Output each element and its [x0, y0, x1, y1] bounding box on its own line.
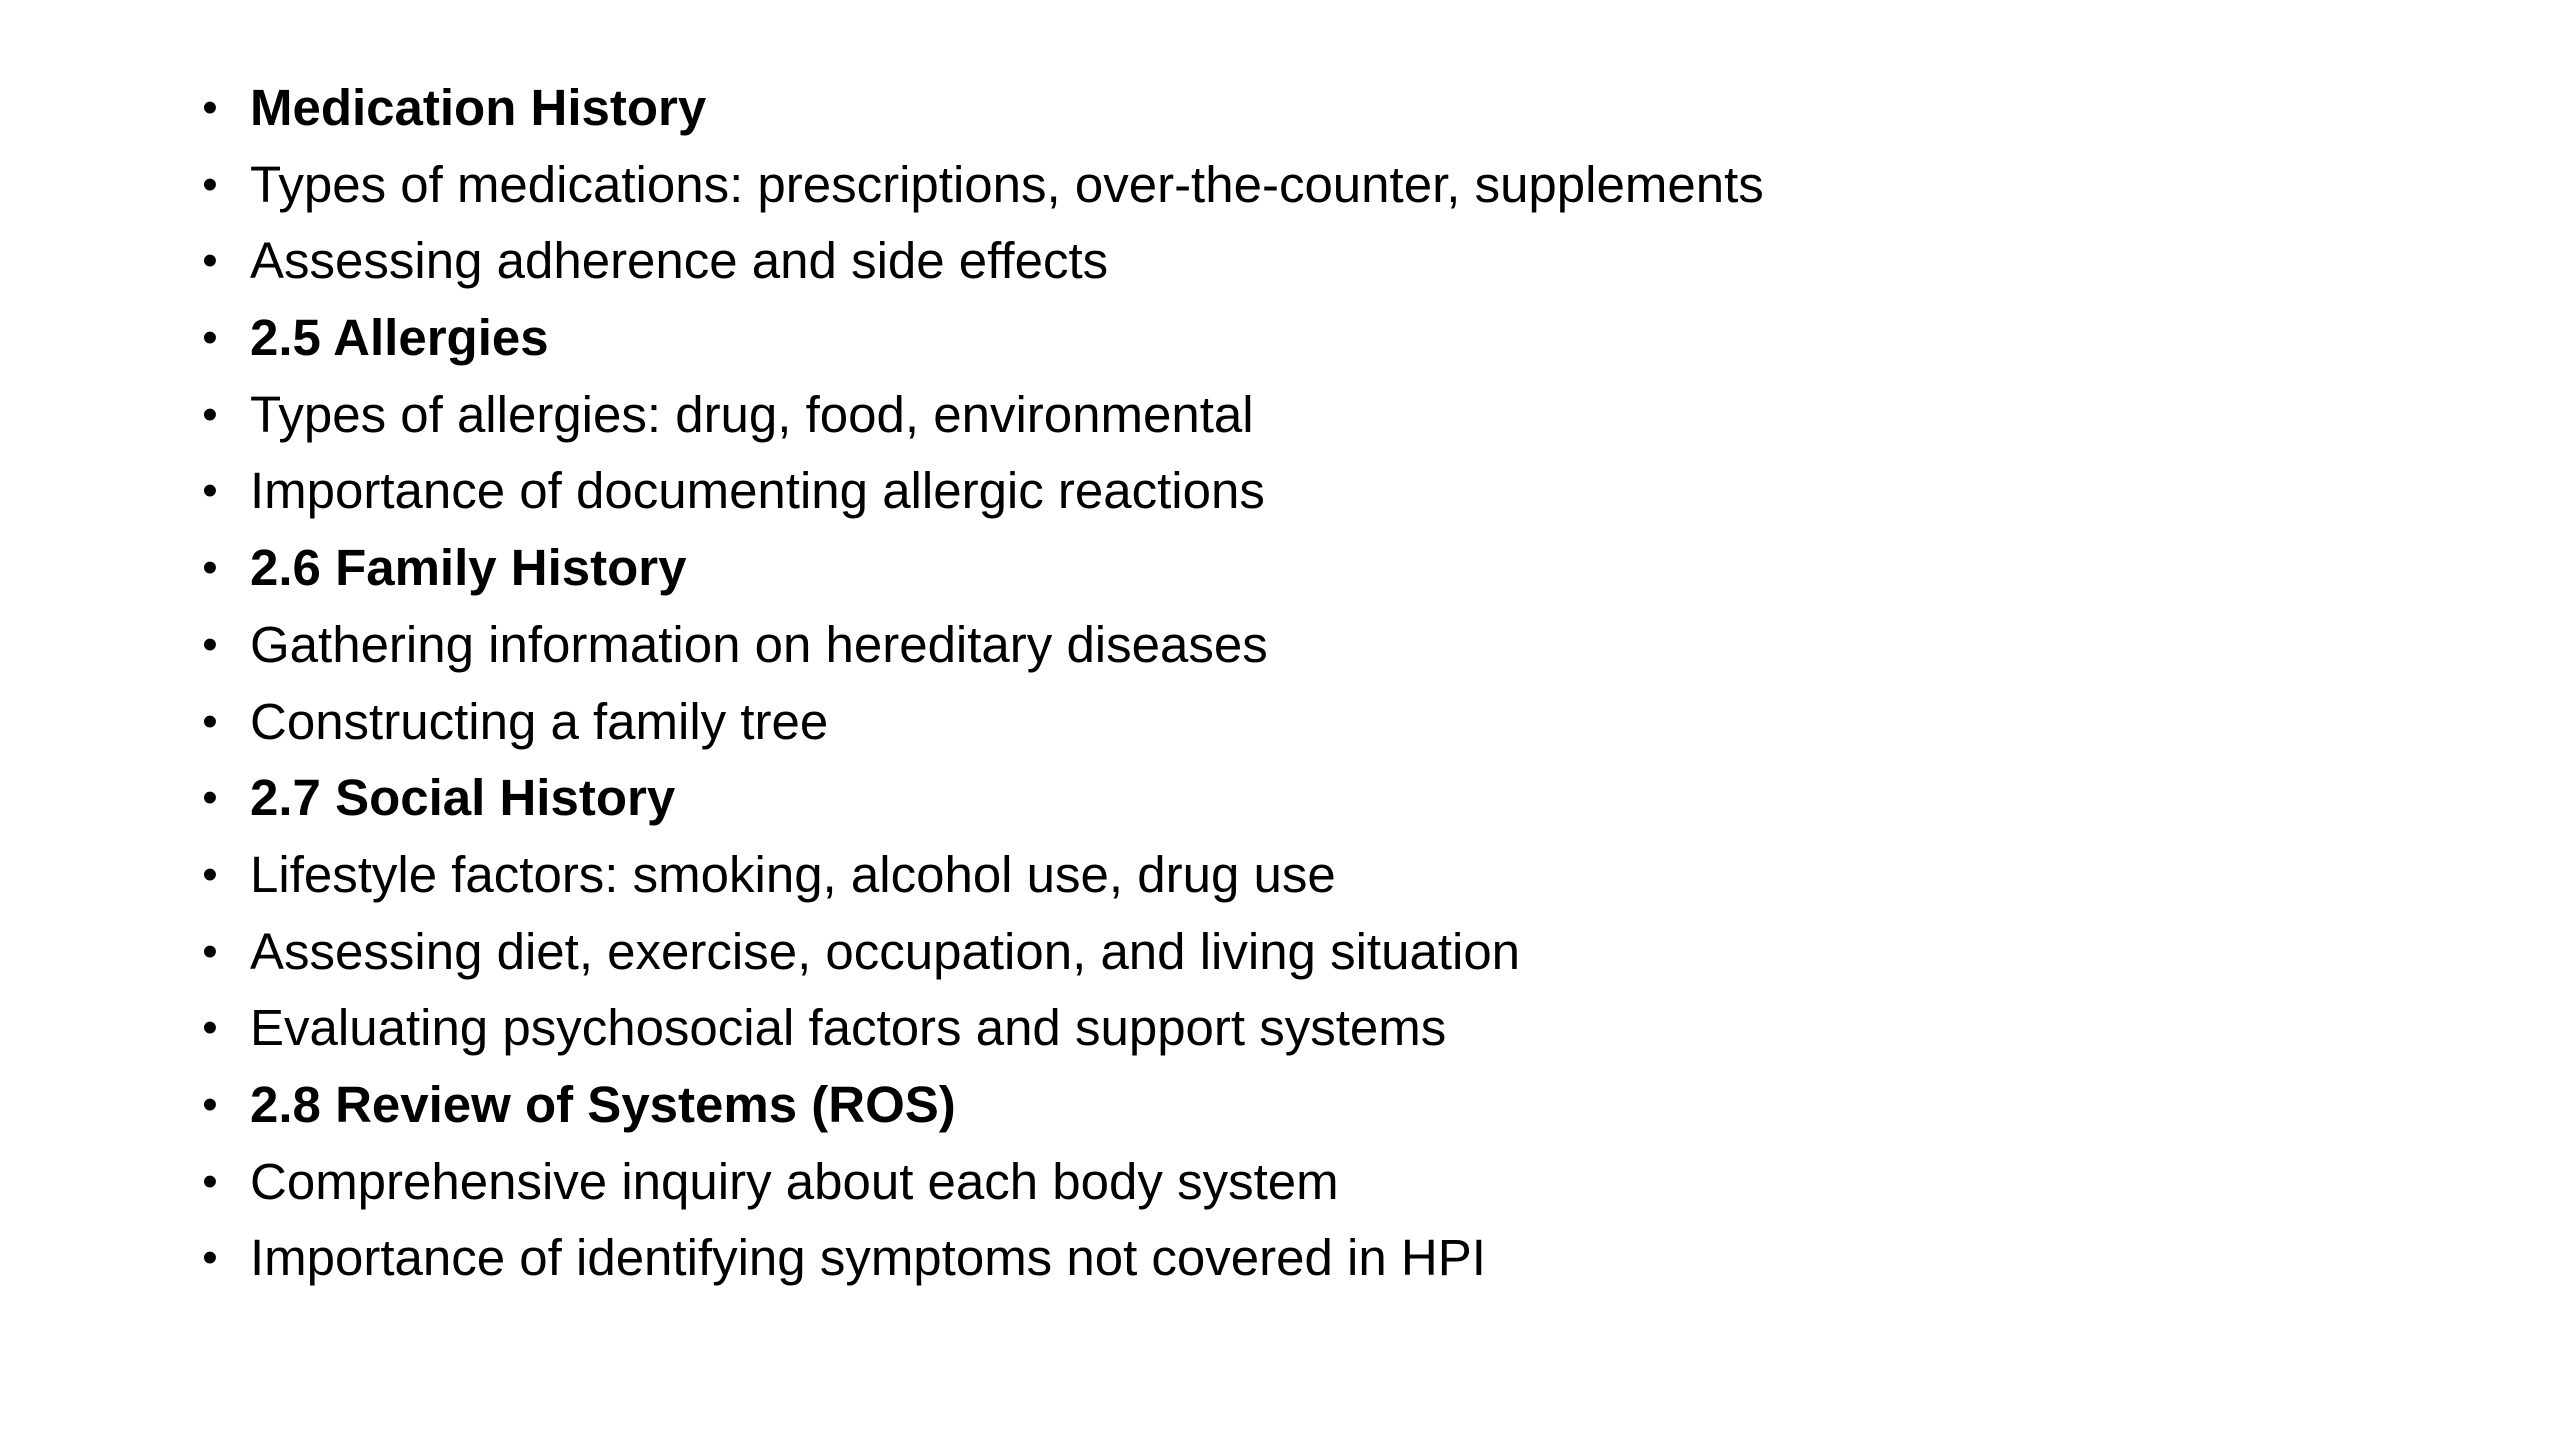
bullet-icon: • [202, 543, 218, 593]
list-item [200, 147, 1764, 224]
list-item [200, 453, 1764, 530]
list-item-family-history [200, 530, 1764, 607]
bullet-icon: • [202, 1079, 218, 1129]
list-item [200, 837, 1764, 914]
bullet-icon: • [202, 1233, 218, 1283]
bullet-icon: • [202, 313, 218, 363]
section-heading: 2.8 Review of Systems (ROS) [250, 1075, 956, 1133]
bullet-icon: • [202, 696, 218, 746]
list-item [200, 1144, 1764, 1221]
bullet-icon: • [202, 849, 218, 899]
bullet-icon: • [202, 236, 218, 286]
list-item [200, 914, 1764, 991]
bullet-icon: • [202, 466, 218, 516]
list-item-medication-history [200, 70, 1764, 147]
list-item-text: Assessing diet, exercise, occupation, and living situation [250, 922, 1521, 980]
list-item [200, 377, 1764, 454]
bullet-icon: • [202, 1003, 218, 1053]
section-heading: 2.5 Allergies [250, 309, 549, 367]
bullet-list [200, 70, 1764, 1297]
list-item-text: Importance of documenting allergic reactions [250, 462, 1265, 520]
list-item-text: Types of allergies: drug, food, environmental [250, 385, 1254, 443]
bullet-icon: • [202, 159, 218, 209]
section-heading: 2.7 Social History [250, 769, 676, 827]
bullet-icon: • [202, 83, 218, 132]
bullet-icon: • [202, 1156, 218, 1206]
list-item-social-history [200, 760, 1764, 837]
list-item [200, 223, 1764, 300]
list-item-text: Constructing a family tree [250, 692, 829, 750]
list-item-review-of-systems [200, 1067, 1764, 1144]
list-item-text: Types of medications: prescriptions, over-the-counter, supplements [250, 155, 1764, 213]
section-heading: 2.6 Family History [250, 539, 687, 597]
list-item-text: Lifestyle factors: smoking, alcohol use, drug use [250, 845, 1336, 903]
list-item [200, 607, 1764, 684]
list-item [200, 1220, 1764, 1297]
list-item-text: Comprehensive inquiry about each body system [250, 1152, 1339, 1210]
bullet-icon: • [202, 619, 218, 669]
list-item [200, 990, 1764, 1067]
bullet-icon: • [202, 773, 218, 823]
list-item-text: Evaluating psychosocial factors and support systems [250, 999, 1447, 1057]
list-item-allergies [200, 300, 1764, 377]
list-item-text: Gathering information on hereditary diseases [250, 615, 1268, 673]
list-item [200, 684, 1764, 761]
bullet-icon: • [202, 926, 218, 976]
list-item-text: Assessing adherence and side effects [250, 232, 1109, 290]
section-heading: Medication History [250, 79, 707, 136]
bullet-icon: • [202, 389, 218, 439]
list-item-text: Importance of identifying symptoms not covered in HPI [250, 1229, 1486, 1287]
